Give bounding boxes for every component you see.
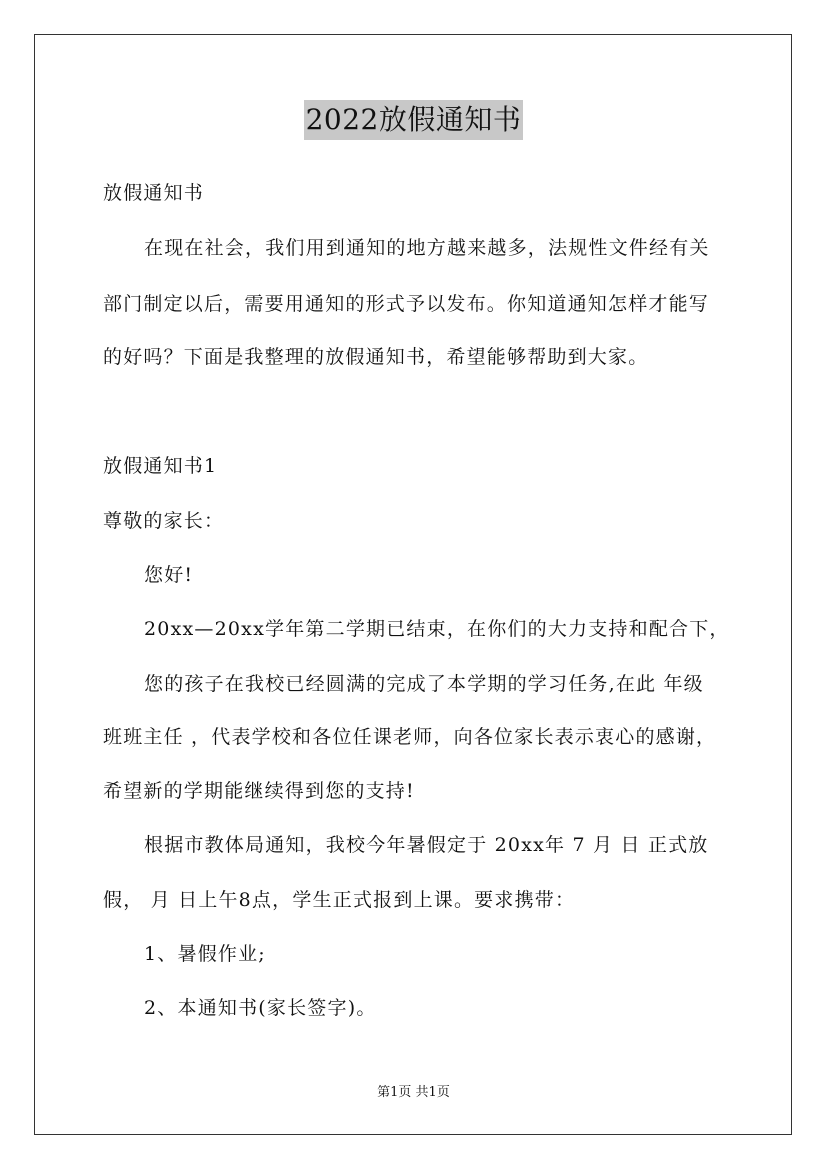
document-title: 2022放假通知书 xyxy=(304,100,524,140)
paragraph-line: 假， 月 日上午8点，学生正式报到上课。要求携带： xyxy=(103,889,576,911)
paragraph-line: 班班主任 ，代表学校和各位任课老师，向各位家长表示衷心的感谢， xyxy=(103,726,717,748)
paragraph-line: 部门制定以后，需要用通知的形式予以发布。你知道通知怎样才能写 xyxy=(103,293,710,315)
paragraph-line: 的好吗？下面是我整理的放假通知书，希望能够帮助到大家。 xyxy=(103,346,649,368)
section-heading: 放假通知书 xyxy=(103,182,205,204)
list-item: 1、暑假作业; xyxy=(144,943,266,965)
greeting: 您好! xyxy=(144,564,194,586)
paragraph-line: 20xx—20xx学年第二学期已结束，在你们的大力支持和配合下， xyxy=(144,618,730,640)
page-footer: 第1页 共1页 xyxy=(377,1085,450,1100)
paragraph-line: 在现在社会，我们用到通知的地方越来越多，法规性文件经有关 xyxy=(144,237,710,259)
title-container xyxy=(0,100,827,140)
paragraph-line: 根据市教体局通知，我校今年暑假定于 20xx年 7 月 日 正式放 xyxy=(144,834,709,856)
paragraph-line: 您的孩子在我校已经圆满的完成了本学期的学习任务,在此 年级 xyxy=(144,673,704,695)
paragraph-line: 希望新的学期能继续得到您的支持! xyxy=(103,780,415,802)
salutation: 尊敬的家长： xyxy=(103,510,225,532)
section-heading: 放假通知书1 xyxy=(103,455,218,477)
list-item: 2、本通知书(家长签字)。 xyxy=(144,997,377,1019)
